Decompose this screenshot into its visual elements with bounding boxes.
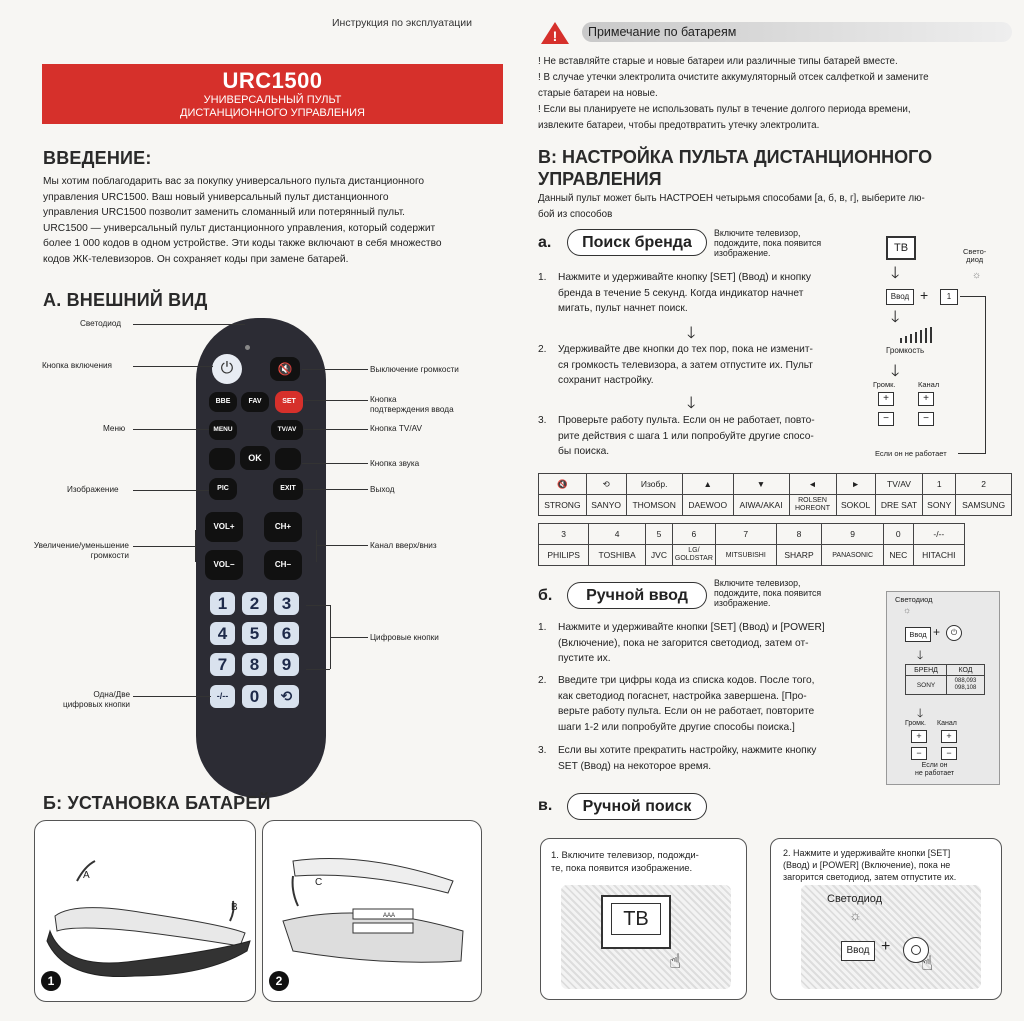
- step-1-badge: 1: [41, 971, 61, 991]
- ch-label: Канал: [937, 720, 957, 727]
- step-number: 2.: [538, 344, 547, 355]
- digit-0-button: 0: [242, 685, 267, 708]
- table-row: [539, 495, 1012, 516]
- menu-button: MENU: [209, 420, 237, 440]
- table-cell: SANYO: [586, 495, 626, 516]
- table-cell: ►: [836, 474, 875, 495]
- table-cell: 0: [884, 524, 914, 545]
- led-label-line2: диод: [966, 255, 984, 264]
- method-b-letter: б.: [538, 587, 553, 604]
- setup-desc: [538, 191, 1018, 222]
- nav-right-button: [275, 448, 301, 470]
- step-line: Если вы хотите прекратить настройку, нажмите кнопку: [558, 745, 817, 756]
- vol-plus-icon: +: [911, 730, 927, 743]
- method-a-pill: Поиск бренда: [567, 229, 707, 256]
- leader-line: [304, 489, 368, 490]
- step-line: сохранит настройку.: [558, 375, 654, 386]
- leader-line: [133, 490, 209, 491]
- table-cell: DAEWOO: [682, 495, 733, 516]
- table-row: [539, 524, 965, 545]
- product-title: URC1500: [222, 68, 323, 93]
- warning-icon: [540, 21, 570, 45]
- volume-bars-icon: [900, 327, 940, 348]
- led-icon: ☼: [849, 907, 862, 923]
- arrow-down-icon: 🡓: [917, 706, 924, 720]
- callout-sound: Кнопка звука: [370, 459, 420, 468]
- arrow-down-icon: 🡓: [891, 363, 900, 380]
- leader-line: [304, 400, 368, 401]
- banner-line2: ДИСТАНЦИОННОГО УПРАВЛЕНИЯ: [180, 107, 365, 119]
- note-line: Включите телевизор,: [714, 228, 801, 238]
- intro-line: более 1 000 кодов в одном устройстве. Эти коды также включают в себя множество: [43, 238, 442, 249]
- plus-sign: +: [881, 938, 891, 955]
- leader-line: [133, 429, 209, 430]
- led-label-line1: Свето-: [963, 247, 987, 256]
- table-cell: ▼: [733, 474, 789, 495]
- vol-minus-icon: −: [878, 412, 894, 426]
- ch-minus-icon: −: [918, 412, 934, 426]
- table-cell: 🔇: [539, 474, 587, 495]
- method-b-step-1: [538, 620, 868, 667]
- table-cell: 2: [956, 474, 1012, 495]
- table-cell: 1: [923, 474, 956, 495]
- aaa-label: AAA: [383, 913, 396, 919]
- vol-up-button: VOL+: [205, 512, 243, 542]
- step-line: Проверьте работу пульта. Если он не работает, повто-: [558, 415, 815, 426]
- code-line: 098,108: [954, 685, 977, 691]
- callout-volume-line1: Увеличение/уменьшение: [33, 541, 129, 550]
- fail-line2: не работает: [915, 770, 955, 777]
- page-header: Инструкция по эксплуатации: [332, 17, 473, 29]
- table-cell: DRE SAT: [875, 495, 923, 516]
- note-line: ! Не вставляйте старые и новые батареи или различные типы батарей вместе.: [538, 56, 898, 67]
- leader-line: [302, 463, 368, 464]
- step-line: Введите три цифры кода из списка кодов. После того,: [558, 675, 815, 686]
- step-line: загорится светодиод, затем отпустите их.: [783, 872, 957, 882]
- led-indicator: [245, 345, 250, 350]
- step-line: шаги 1-2 или попробуйте другие способы поиска.]: [558, 721, 795, 733]
- label-b: B: [231, 902, 238, 913]
- callout-set-line2: подтверждения ввода: [370, 405, 454, 414]
- intro-line: Мы хотим поблагодарить вас за покупку универсального пульта дистанционного: [43, 176, 425, 187]
- power-icon: ⏻: [212, 354, 242, 384]
- digit-4-button: 4: [210, 622, 235, 645]
- enter-key: Ввод: [886, 289, 914, 305]
- digit-3-button: 3: [274, 592, 299, 615]
- intro-title: ВВЕДЕНИЕ:: [43, 148, 152, 168]
- led-label: [963, 248, 986, 264]
- step-line: Удерживайте две кнопки до тех пор, пока не изменит-: [558, 344, 813, 355]
- setup-desc-line1: Данный пульт может быть НАСТРОЕН четырьмя способами [а, б, в, г], выберите лю-: [538, 193, 925, 204]
- dash-button: -/--: [210, 685, 235, 708]
- callout-digit-line1: Одна/Две: [93, 690, 130, 699]
- remote-back-illustration: [35, 821, 255, 1001]
- led-label: Светодиод: [895, 595, 933, 604]
- leader-line: [304, 429, 368, 430]
- callout-menu: Меню: [103, 424, 126, 433]
- mute-icon: 🔇: [270, 357, 300, 381]
- pic-button: PIC: [209, 478, 237, 500]
- intro-line: кодов ЖК-телевизоров. Он сохраняет коды при замене батарей.: [43, 253, 349, 265]
- table-cell: MITSUBISHI: [715, 545, 776, 566]
- step-line: верьте работу пульта. Если он не работает, повторите: [558, 706, 815, 717]
- step-line: как светодиод погаснет, настройка завершена. [Про-: [558, 690, 807, 702]
- loop-line: [958, 453, 985, 454]
- ch-minus-icon: −: [941, 747, 957, 760]
- callout-digits: Цифровые кнопки: [370, 633, 439, 642]
- step-line: 1. Включите телевизор, подожди-: [551, 850, 699, 861]
- leader-line: [133, 546, 195, 547]
- table-cell: SAMSUNG: [956, 495, 1012, 516]
- table-cell: STRONG: [539, 495, 587, 516]
- loop-line: [960, 296, 985, 297]
- leader-line: [133, 324, 245, 325]
- callout-digit-mode: [42, 690, 130, 710]
- hand-icon: ☝: [921, 953, 934, 975]
- setup-desc-line2: бой из способов: [538, 208, 613, 220]
- table-cell: ◄: [789, 474, 836, 495]
- bracket-line: [195, 530, 196, 562]
- callout-exit: Выход: [370, 485, 395, 494]
- leader-line: [133, 696, 211, 697]
- led-icon: ☼: [903, 605, 912, 615]
- step-line: 2. Нажмите и удерживайте кнопки [SET]: [783, 848, 951, 858]
- vol-label: Громк.: [905, 720, 927, 727]
- appearance-title: А. ВНЕШНИЙ ВИД: [43, 290, 208, 310]
- step-number: 3.: [538, 745, 547, 756]
- callout-tvav: Кнопка TV/AV: [370, 424, 422, 433]
- digit-5-button: 5: [242, 622, 267, 645]
- ch-plus-icon: +: [918, 392, 934, 406]
- step-line: SET (Ввод) на некоторое время.: [558, 760, 712, 772]
- step-line: те, пока появится изображение.: [551, 863, 693, 874]
- step-number: 1.: [538, 622, 547, 633]
- battery-figure-2: [262, 820, 482, 1002]
- digit-7-button: 7: [210, 653, 235, 676]
- code-line: 088,093: [954, 678, 977, 684]
- led-icon: ☼: [972, 270, 982, 281]
- callout-mute: Выключение громкости: [370, 365, 459, 374]
- table-cell: SHARP: [776, 545, 822, 566]
- table-row: [906, 665, 985, 676]
- enter-key: Ввод: [905, 627, 931, 642]
- setup-title: [538, 146, 932, 190]
- brand-code-table-2: [538, 523, 965, 566]
- bracket-line: [316, 530, 317, 562]
- method-a-step-2: [538, 342, 868, 389]
- led-label: Светодиод: [827, 893, 883, 905]
- nav-left-button: [209, 448, 235, 470]
- setup-title-line2: УПРАВЛЕНИЯ: [538, 169, 662, 189]
- leader-line: [133, 366, 213, 367]
- volume-label: Громкость: [886, 346, 925, 355]
- callout-channel: Канал вверх/вниз: [370, 541, 437, 550]
- digit-1-button: 1: [210, 592, 235, 615]
- callout-pic: Изображение: [67, 485, 119, 494]
- table-cell: 4: [589, 524, 646, 545]
- fav-button: FAV: [241, 392, 269, 412]
- manual-search-step-1: [540, 838, 747, 1000]
- step-line: бы поиска.: [558, 446, 610, 457]
- table-cell: [947, 676, 985, 695]
- table-cell: 6: [672, 524, 715, 545]
- table-row: [539, 545, 965, 566]
- vol-down-button: VOL−: [205, 550, 243, 580]
- title-banner: [42, 64, 503, 124]
- table-cell: 9: [822, 524, 884, 545]
- table-cell: HITACHI: [913, 545, 964, 566]
- digit-6-button: 6: [274, 622, 299, 645]
- table-cell: 5: [645, 524, 672, 545]
- callout-digit-line2: цифровых кнопки: [63, 700, 130, 709]
- leader-line: [316, 545, 368, 546]
- method-b-step-3: [538, 743, 868, 774]
- table-cell: LG/ GOLDSTAR: [672, 545, 715, 566]
- fail-label: Если он не работает: [875, 449, 947, 458]
- exit-button: EXIT: [273, 478, 303, 500]
- table-cell: SONY: [906, 676, 947, 695]
- step-line: ся громкость телевизора, а затем отпустите их. Пульт: [558, 359, 813, 371]
- step-line: Нажмите и удерживайте кнопку [SET] (Ввод) и кнопку: [558, 272, 811, 283]
- step-line: мигать, пульт начнет поиск.: [558, 303, 688, 314]
- ch-label: Канал: [918, 380, 940, 389]
- digit-2-button: 2: [242, 592, 267, 615]
- note-line: подождите, пока появится: [714, 238, 822, 248]
- callout-led: Светодиод: [80, 319, 121, 328]
- step-number: 3.: [538, 415, 547, 426]
- note-line: ! Если вы планируете не использовать пульт в течение долгого периода времени,: [538, 104, 911, 115]
- set-button: SET: [275, 391, 303, 413]
- ok-button: OK: [240, 446, 270, 470]
- table-cell: SONY: [923, 495, 956, 516]
- step-line: (Ввод) и [POWER] (Включение), пока не: [783, 860, 951, 870]
- leader-line: [302, 369, 368, 370]
- table-row: [539, 474, 1012, 495]
- table-cell: КОД: [947, 665, 985, 676]
- table-cell: PANASONIC: [822, 545, 884, 566]
- brand-key: 1: [940, 289, 958, 305]
- intro-line: управления URC1500. Ваш новый универсальный пульт дистанционного: [43, 191, 389, 203]
- table-cell: JVC: [645, 545, 672, 566]
- arrow-down-icon: 🡓: [687, 325, 696, 342]
- table-cell: TOSHIBA: [589, 545, 646, 566]
- table-cell: 7: [715, 524, 776, 545]
- table-cell: AIWA/AKAI: [733, 495, 789, 516]
- table-cell: ▲: [682, 474, 733, 495]
- table-cell: ⟲: [586, 474, 626, 495]
- step-text: [551, 849, 699, 875]
- callout-set-line1: Кнопка: [370, 395, 397, 404]
- battery-figure-1: [34, 820, 256, 1002]
- table-cell: PHILIPS: [539, 545, 589, 566]
- table-cell: БРЕНД: [906, 665, 947, 676]
- arrow-down-icon: 🡓: [891, 265, 900, 282]
- arrow-down-icon: 🡓: [891, 309, 900, 326]
- method-a-letter: а.: [538, 234, 552, 251]
- method-b-pill: Ручной ввод: [567, 582, 707, 609]
- method-a-step-1: [538, 270, 868, 317]
- remote-open-illustration: [263, 821, 481, 1001]
- bbe-button: BBE: [209, 392, 237, 412]
- step-text: [783, 847, 956, 883]
- method-b-step-2: [538, 673, 868, 735]
- callout-volume: [14, 541, 129, 561]
- table-cell: 3: [539, 524, 589, 545]
- note-line: изображение.: [714, 248, 771, 258]
- loop-line: [985, 296, 986, 454]
- battery-note-text: [538, 54, 1013, 134]
- note-line: изображение.: [714, 598, 771, 608]
- table-cell: THOMSON: [626, 495, 682, 516]
- svg-text:!: !: [552, 28, 558, 44]
- vol-label: Громк.: [873, 380, 896, 389]
- tv-label: ТВ: [611, 903, 661, 935]
- fail-label: [915, 762, 954, 778]
- plus-sign: +: [933, 625, 941, 639]
- note-line: извлеките батареи, чтобы предотвратить утечку электролита.: [538, 120, 820, 131]
- step-line: бренда в течение 5 секунд. Когда индикатор начнет: [558, 287, 804, 299]
- intro-line: управления URC1500 позволит заменить сломанный или потерянный пульт.: [43, 207, 405, 218]
- note-line: ! В случае утечки электролита очистите аккумуляторный отсек салфеткой и замените: [538, 72, 929, 83]
- intro-line: URC1500 — универсальный пульт дистанционного управления, который содержит: [43, 222, 436, 234]
- ch-up-button: CH+: [264, 512, 302, 542]
- label-a: A: [83, 870, 90, 881]
- label-c: C: [315, 877, 323, 888]
- step-line: пустите их.: [558, 653, 611, 664]
- manual-code-table: [905, 664, 985, 695]
- step-2-badge: 2: [269, 971, 289, 991]
- hand-icon: ☝: [669, 951, 682, 973]
- manual-entry-diagram: [886, 591, 1000, 785]
- swap-icon: ⟲: [274, 685, 299, 708]
- setup-title-line1: В: НАСТРОЙКА ПУЛЬТА ДИСТАНЦИОННОГО: [538, 147, 933, 167]
- battery-note-title: Примечание по батареям: [582, 22, 1012, 42]
- leader-line: [306, 669, 330, 670]
- callout-power: Кнопка включения: [42, 361, 112, 370]
- table-cell: SOKOL: [836, 495, 875, 516]
- table-cell: ROLSEN HOREONT: [789, 495, 836, 516]
- tv-icon: ТВ: [886, 236, 916, 260]
- note-line: подождите, пока появится: [714, 588, 822, 598]
- step-line: рите действия с шага 1 или попробуйте другие спосо-: [558, 430, 814, 442]
- enter-key: Ввод: [841, 941, 875, 961]
- brand-code-table: [538, 473, 1012, 516]
- callout-volume-line2: громкости: [90, 551, 129, 560]
- note-line: Включите телевизор,: [714, 578, 801, 588]
- step-number: 2.: [538, 675, 547, 686]
- table-cell: TV/AV: [875, 474, 923, 495]
- digit-8-button: 8: [242, 653, 267, 676]
- step-line: (Включение), пока не загорится светодиод, затем от-: [558, 637, 809, 649]
- method-a-step-3: [538, 413, 868, 460]
- vol-minus-icon: −: [911, 747, 927, 760]
- arrow-down-icon: 🡓: [917, 648, 924, 662]
- table-cell: Изобр.: [626, 474, 682, 495]
- step-line: Нажмите и удерживайте кнопки [SET] (Ввод) и [POWER]: [558, 622, 825, 633]
- table-cell: 8: [776, 524, 822, 545]
- method-c-letter: в.: [538, 797, 553, 814]
- banner-line1: УНИВЕРСАЛЬНЫЙ ПУЛЬТ: [203, 94, 342, 106]
- vol-plus-icon: +: [878, 392, 894, 406]
- manual-search-step-2: [770, 838, 1002, 1000]
- method-b-note: [714, 578, 821, 608]
- battery-title: Б: УСТАНОВКА БАТАРЕЙ: [43, 793, 271, 813]
- note-line: старые батареи на новые.: [538, 88, 658, 99]
- intro-text: [43, 174, 508, 267]
- table-cell: NEC: [884, 545, 914, 566]
- leader-line: [330, 637, 368, 638]
- table-row: [906, 676, 985, 695]
- step-number: 1.: [538, 272, 547, 283]
- method-c-pill: Ручной поиск: [567, 793, 707, 820]
- tvav-button: TV/AV: [271, 420, 303, 440]
- callout-set: [370, 395, 454, 415]
- method-a-note: [714, 228, 821, 258]
- plus-sign: +: [920, 287, 929, 303]
- power-icon: ⏻: [946, 625, 962, 641]
- leader-line: [306, 605, 330, 606]
- table-cell: -/--: [913, 524, 964, 545]
- tv-icon: [601, 895, 671, 949]
- ch-down-button: CH−: [264, 550, 302, 580]
- ch-plus-icon: +: [941, 730, 957, 743]
- fail-line1: Если он: [921, 762, 948, 769]
- digit-9-button: 9: [274, 653, 299, 676]
- arrow-down-icon: 🡓: [687, 395, 696, 412]
